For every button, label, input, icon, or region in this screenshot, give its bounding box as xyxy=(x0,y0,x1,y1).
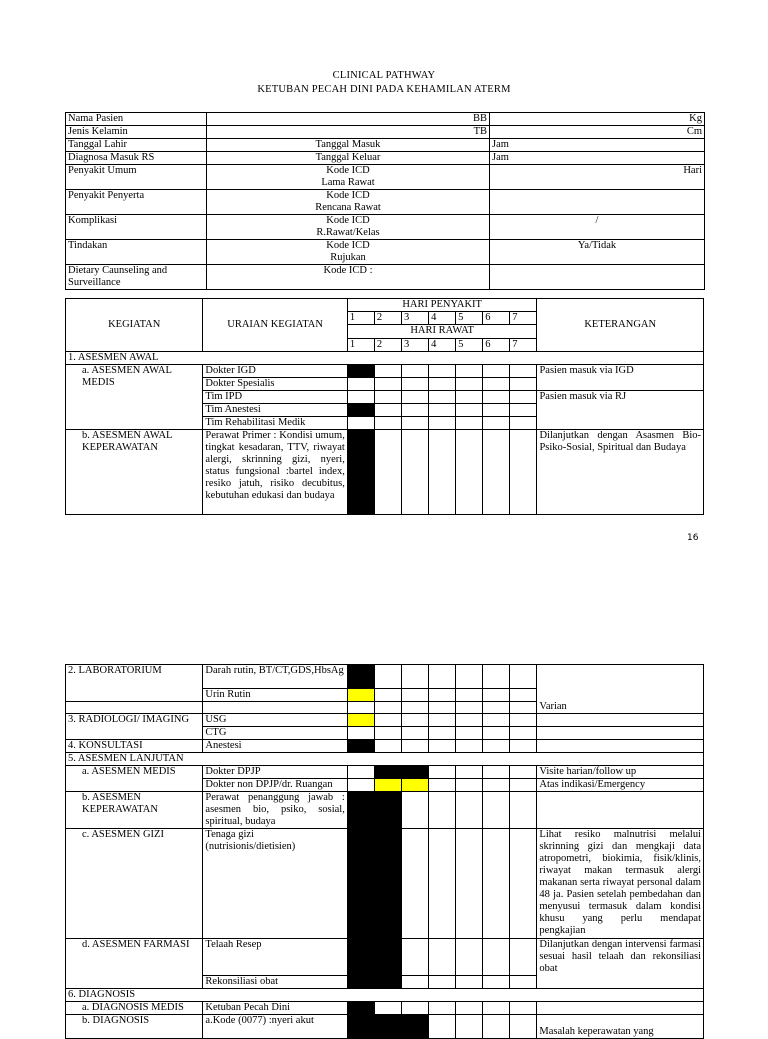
day-cell xyxy=(374,740,401,753)
day-cell xyxy=(429,939,456,976)
uraian-perawat-pj: Perawat penanggung jawab : asesmen bio, psiko, sosial, spiritual, budaya xyxy=(203,792,347,829)
day-cell xyxy=(510,1015,537,1039)
day-cell xyxy=(347,766,374,779)
header-hari-rawat: HARI RAWAT xyxy=(347,325,537,339)
sub-asesmen-gizi: c. ASESMEN GIZI xyxy=(66,829,203,939)
sub-asesmen-medis: a. ASESMEN MEDIS xyxy=(66,766,203,792)
day-cell xyxy=(429,792,456,829)
patient-info-table xyxy=(65,112,705,290)
day-cell xyxy=(456,689,483,702)
day-cell xyxy=(402,939,429,976)
item-tim-ipd: Tim IPD xyxy=(203,391,347,404)
day-cell xyxy=(510,391,537,404)
day-cell-filled xyxy=(347,829,374,939)
day-cell xyxy=(456,702,483,714)
day-cell xyxy=(374,727,401,740)
day-cell xyxy=(402,792,429,829)
day-4: 4 xyxy=(429,312,456,325)
label-komplikasi: Komplikasi xyxy=(66,215,207,240)
empty-cell xyxy=(537,727,704,740)
day-cell xyxy=(429,430,456,515)
day-cell xyxy=(483,404,510,417)
day-cell xyxy=(429,404,456,417)
sub-diagnosis-medis: a. DIAGNOSIS MEDIS xyxy=(66,1002,203,1015)
label-jam-masuk: Jam xyxy=(490,139,705,152)
empty-cell xyxy=(203,702,347,714)
item-usg: USG xyxy=(203,714,347,727)
label-rawat-kelas: R.Rawat/Kelas xyxy=(316,227,380,238)
day-cell xyxy=(510,740,537,753)
pathway-table-page1 xyxy=(65,298,704,515)
day-cell xyxy=(401,417,428,430)
day-cell xyxy=(374,417,401,430)
day-cell xyxy=(429,1002,456,1015)
label-hari: Hari xyxy=(490,165,705,190)
label-bb: BB xyxy=(207,113,490,126)
section-laboratorium: 2. LABORATORIUM xyxy=(66,665,203,702)
day-cell-filled xyxy=(347,1002,374,1015)
label-rujukan: Rujukan xyxy=(330,252,366,263)
sub-asesmen-keperawatan: b. ASESMEN KEPERAWATAN xyxy=(66,792,203,829)
day-cell-filled xyxy=(347,1015,374,1039)
day-cell xyxy=(483,1015,510,1039)
label-kode-icd-dietary: Kode ICD : xyxy=(207,265,490,290)
day-cell xyxy=(483,766,510,779)
day-cell xyxy=(510,976,537,989)
label-penyakit-penyerta: Penyakit Penyerta xyxy=(66,190,207,215)
empty-cell xyxy=(490,265,705,290)
header-kegiatan: KEGIATAN xyxy=(66,299,203,352)
header-uraian: URAIAN KEGIATAN xyxy=(203,299,347,352)
day-cell xyxy=(483,939,510,976)
day-cell xyxy=(483,391,510,404)
day-cell xyxy=(456,792,483,829)
day-cell xyxy=(456,391,483,404)
page-number: 16 xyxy=(687,533,699,543)
day-cell xyxy=(374,665,401,689)
day-cell xyxy=(483,976,510,989)
item-urin-rutin: Urin Rutin xyxy=(203,689,347,702)
day-cell-filled xyxy=(347,365,374,378)
day-cell xyxy=(402,727,429,740)
day-cell-filled xyxy=(347,976,374,989)
item-ketuban-pecah-dini: Ketuban Pecah Dini xyxy=(203,1002,347,1015)
uraian-perawat-primer: Perawat Primer : Kondisi umum, tingkat kesadaran, TTV, riwayat alergi, skrinning gizi, nyeri, status fungsional :bartel index, resiko jatuh, risiko decubitus, kebutuhan edukasi dan budaya xyxy=(203,430,347,515)
day-cell xyxy=(510,702,537,714)
item-rekonsiliasi-obat: Rekonsiliasi obat xyxy=(203,976,347,989)
day-4: 4 xyxy=(429,339,456,352)
day-2: 2 xyxy=(374,312,401,325)
ket-malnutrisi: Lihat resiko malnutrisi melalui skrinning gizi dan mengkaji data atropometri, biokimia, fisik/klinis, riwayat makan termasuk alergi makanan serta riwayat personal dalam 48 ja. Pasien setelah pembedahan dan menyusui termasuk dalam kondisi khusu yang perlu mendapat pengkajian xyxy=(537,829,704,939)
label-nama-pasien: Nama Pasien xyxy=(66,113,207,126)
day-cell xyxy=(456,665,483,689)
item-dokter-non-dpjp: Dokter non DPJP/dr. Ruangan xyxy=(203,779,347,792)
day-cell xyxy=(374,702,401,714)
day-cell xyxy=(456,378,483,391)
day-cell xyxy=(510,939,537,976)
day-cell xyxy=(374,365,401,378)
day-6: 6 xyxy=(483,312,510,325)
day-cell-filled xyxy=(374,792,401,829)
day-cell-variant xyxy=(402,779,429,792)
day-cell-filled xyxy=(374,829,401,939)
day-cell xyxy=(483,714,510,727)
day-cell xyxy=(510,689,537,702)
item-ctg: CTG xyxy=(203,727,347,740)
label-ya-tidak: Ya/Tidak xyxy=(490,240,705,265)
day-3: 3 xyxy=(401,339,428,352)
day-cell xyxy=(429,689,456,702)
ket-varian: Varian xyxy=(537,665,704,714)
day-cell xyxy=(483,378,510,391)
day-cell xyxy=(429,727,456,740)
day-2: 2 xyxy=(374,339,401,352)
day-cell-filled xyxy=(402,1015,429,1039)
day-cell-filled xyxy=(347,939,374,976)
empty-cell xyxy=(537,1002,704,1015)
day-cell xyxy=(510,727,537,740)
label-tanggal-keluar: Tanggal Keluar xyxy=(207,152,490,165)
label-jam-keluar: Jam xyxy=(490,152,705,165)
empty-cell xyxy=(537,714,704,727)
day-cell xyxy=(429,714,456,727)
label-rencana-rawat: Rencana Rawat xyxy=(315,202,381,213)
day-cell xyxy=(456,714,483,727)
day-cell xyxy=(401,404,428,417)
day-cell xyxy=(483,1002,510,1015)
sub-diagnosis-keperawatan: b. DIAGNOSIS xyxy=(66,1015,203,1039)
empty-cell xyxy=(537,740,704,753)
day-cell xyxy=(510,714,537,727)
sub-asesmen-farmasi: d. ASESMEN FARMASI xyxy=(66,939,203,989)
day-cell xyxy=(402,740,429,753)
day-cell-variant xyxy=(374,779,401,792)
day-cell xyxy=(483,417,510,430)
label-kode-icd: Kode ICD xyxy=(326,190,370,201)
day-cell xyxy=(402,1002,429,1015)
label-dietary: Dietary Caunseling and Surveillance xyxy=(66,265,207,290)
day-3: 3 xyxy=(401,312,428,325)
empty-cell xyxy=(66,702,203,714)
day-cell xyxy=(456,727,483,740)
day-cell xyxy=(429,829,456,939)
day-cell xyxy=(402,976,429,989)
label-kode-icd: Kode ICD xyxy=(326,165,370,176)
day-cell xyxy=(483,702,510,714)
ket-farmasi: Dilanjutkan dengan intervensi farmasi sesuai hasil telaah dan rekonsiliasi obat xyxy=(537,939,704,989)
day-cell xyxy=(456,829,483,939)
day-5: 5 xyxy=(456,312,483,325)
day-cell-filled xyxy=(374,1015,401,1039)
day-cell xyxy=(347,779,374,792)
day-cell-filled xyxy=(402,766,429,779)
day-cell xyxy=(347,417,374,430)
day-cell xyxy=(429,417,456,430)
section-asesmen-awal: 1. ASESMEN AWAL xyxy=(66,352,704,365)
day-cell xyxy=(456,939,483,976)
day-cell-variant xyxy=(347,689,374,702)
day-cell xyxy=(401,391,428,404)
day-cell xyxy=(429,378,456,391)
day-cell-filled xyxy=(347,792,374,829)
day-cell xyxy=(456,365,483,378)
item-telaah-resep: Telaah Resep xyxy=(203,939,347,976)
day-cell xyxy=(510,417,537,430)
day-cell xyxy=(456,1002,483,1015)
day-cell xyxy=(456,779,483,792)
day-cell xyxy=(374,391,401,404)
day-cell xyxy=(483,665,510,689)
label-penyakit-umum: Penyakit Umum xyxy=(66,165,207,190)
day-cell xyxy=(402,702,429,714)
day-cell xyxy=(347,391,374,404)
day-cell xyxy=(374,689,401,702)
section-radiologi: 3. RADIOLOGI/ IMAGING xyxy=(66,714,203,740)
day-cell-filled xyxy=(347,404,374,417)
item-tim-rehab: Tim Rehabilitasi Medik xyxy=(203,417,347,430)
day-cell xyxy=(483,792,510,829)
ket-igd: Pasien masuk via IGD xyxy=(537,365,704,391)
day-cell xyxy=(374,1002,401,1015)
day-cell xyxy=(429,365,456,378)
day-cell xyxy=(401,430,428,515)
day-cell xyxy=(483,829,510,939)
day-cell xyxy=(429,1015,456,1039)
day-cell xyxy=(510,1002,537,1015)
day-cell xyxy=(429,766,456,779)
item-tim-anestesi: Tim Anestesi xyxy=(203,404,347,417)
day-cell xyxy=(510,378,537,391)
item-dokter-igd: Dokter IGD xyxy=(203,365,347,378)
label-kode-icd: Kode ICD xyxy=(326,240,370,251)
item-dokter-spesialis: Dokter Spesialis xyxy=(203,378,347,391)
label-cm: Cm xyxy=(490,126,705,139)
day-cell xyxy=(483,779,510,792)
label-jenis-kelamin: Jenis Kelamin xyxy=(66,126,207,139)
day-cell xyxy=(456,404,483,417)
section-diagnosis: 6. DIAGNOSIS xyxy=(66,989,704,1002)
day-cell xyxy=(510,779,537,792)
day-cell xyxy=(374,404,401,417)
day-cell-filled xyxy=(374,939,401,976)
cell-kode-icd-rujukan xyxy=(207,240,490,265)
day-cell xyxy=(483,740,510,753)
header-hari-penyakit: HARI PENYAKIT xyxy=(347,299,537,312)
label-tanggal-masuk: Tanggal Masuk xyxy=(207,139,490,152)
day-cell xyxy=(456,766,483,779)
day-cell xyxy=(510,430,537,515)
label-lama-rawat: Lama Rawat xyxy=(321,177,375,188)
day-cell xyxy=(510,404,537,417)
day-cell xyxy=(374,430,401,515)
empty-cell xyxy=(490,190,705,215)
day-cell xyxy=(456,417,483,430)
day-cell xyxy=(456,430,483,515)
label-kode-icd: Kode ICD xyxy=(326,215,370,226)
ket-rj: Pasien masuk via RJ xyxy=(537,391,704,430)
item-anestesi: Anestesi xyxy=(203,740,347,753)
ket-atas-indikasi: Atas indikasi/Emergency xyxy=(537,779,704,792)
day-5: 5 xyxy=(456,339,483,352)
sub-asesmen-awal-keperawatan: b. ASESMEN AWAL KEPERAWATAN xyxy=(66,430,203,515)
day-cell xyxy=(456,740,483,753)
day-cell xyxy=(401,365,428,378)
ket-asesmen-keperawatan: Dilanjutkan dengan Asasmen Bio-Psiko-Sosial, Spiritual dan Budaya xyxy=(537,430,704,515)
day-cell xyxy=(483,689,510,702)
item-nyeri-akut: a.Kode (0077) :nyeri akut xyxy=(203,1015,347,1039)
empty-cell xyxy=(537,792,704,829)
ket-visite: Visite harian/follow up xyxy=(537,766,704,779)
day-cell xyxy=(429,665,456,689)
label-kg: Kg xyxy=(490,113,705,126)
ket-masalah-keperawatan: Masalah keperawatan yang xyxy=(537,1015,704,1039)
label-diagnosa-masuk: Diagnosa Masuk RS xyxy=(66,152,207,165)
day-cell-filled xyxy=(347,665,374,689)
day-cell xyxy=(429,740,456,753)
day-cell xyxy=(456,1015,483,1039)
day-cell-variant xyxy=(347,714,374,727)
label-slash: / xyxy=(490,215,705,240)
item-darah-rutin: Darah rutin, BT/CT,GDS,HbsAg xyxy=(203,665,347,689)
sub-asesmen-awal-medis: a. ASESMEN AWAL MEDIS xyxy=(66,365,203,430)
day-cell xyxy=(347,727,374,740)
pathway-table-page2 xyxy=(65,664,704,1039)
label-tindakan: Tindakan xyxy=(66,240,207,265)
day-1: 1 xyxy=(347,312,374,325)
header-keterangan: KETERANGAN xyxy=(537,299,704,352)
day-cell xyxy=(374,378,401,391)
day-cell xyxy=(483,365,510,378)
day-cell xyxy=(402,829,429,939)
day-cell xyxy=(402,665,429,689)
day-cell xyxy=(347,702,374,714)
day-cell xyxy=(374,714,401,727)
day-cell xyxy=(510,829,537,939)
document-subtitle: KETUBAN PECAH DINI PADA KEHAMILAN ATERM xyxy=(257,84,511,95)
day-cell xyxy=(429,976,456,989)
day-cell xyxy=(510,766,537,779)
day-cell xyxy=(429,391,456,404)
day-6: 6 xyxy=(483,339,510,352)
day-7: 7 xyxy=(510,312,537,325)
day-cell xyxy=(510,665,537,689)
day-7: 7 xyxy=(510,339,537,352)
day-cell-filled xyxy=(347,430,374,515)
item-dokter-dpjp: Dokter DPJP xyxy=(203,766,347,779)
cell-kode-icd-rawat-kelas xyxy=(207,215,490,240)
day-cell xyxy=(483,727,510,740)
day-cell xyxy=(510,792,537,829)
cell-kode-icd-rencana-rawat xyxy=(207,190,490,215)
section-konsultasi: 4. KONSULTASI xyxy=(66,740,203,753)
day-cell xyxy=(429,779,456,792)
section-asesmen-lanjutan: 5. ASESMEN LANJUTAN xyxy=(66,753,704,766)
day-cell-filled xyxy=(374,766,401,779)
day-cell-filled xyxy=(347,740,374,753)
cell-kode-icd-lama-rawat xyxy=(207,165,490,190)
day-cell-filled xyxy=(374,976,401,989)
day-cell xyxy=(402,714,429,727)
day-cell xyxy=(347,378,374,391)
day-cell xyxy=(456,976,483,989)
day-cell xyxy=(402,689,429,702)
day-cell xyxy=(510,365,537,378)
day-cell xyxy=(483,430,510,515)
label-tanggal-lahir: Tanggal Lahir xyxy=(66,139,207,152)
label-tb: TB xyxy=(207,126,490,139)
uraian-tenaga-gizi: Tenaga gizi (nutrisionis/dietisien) xyxy=(203,829,347,939)
day-cell xyxy=(429,702,456,714)
day-cell xyxy=(401,378,428,391)
document-title: CLINICAL PATHWAY xyxy=(332,70,436,81)
day-1: 1 xyxy=(347,339,374,352)
